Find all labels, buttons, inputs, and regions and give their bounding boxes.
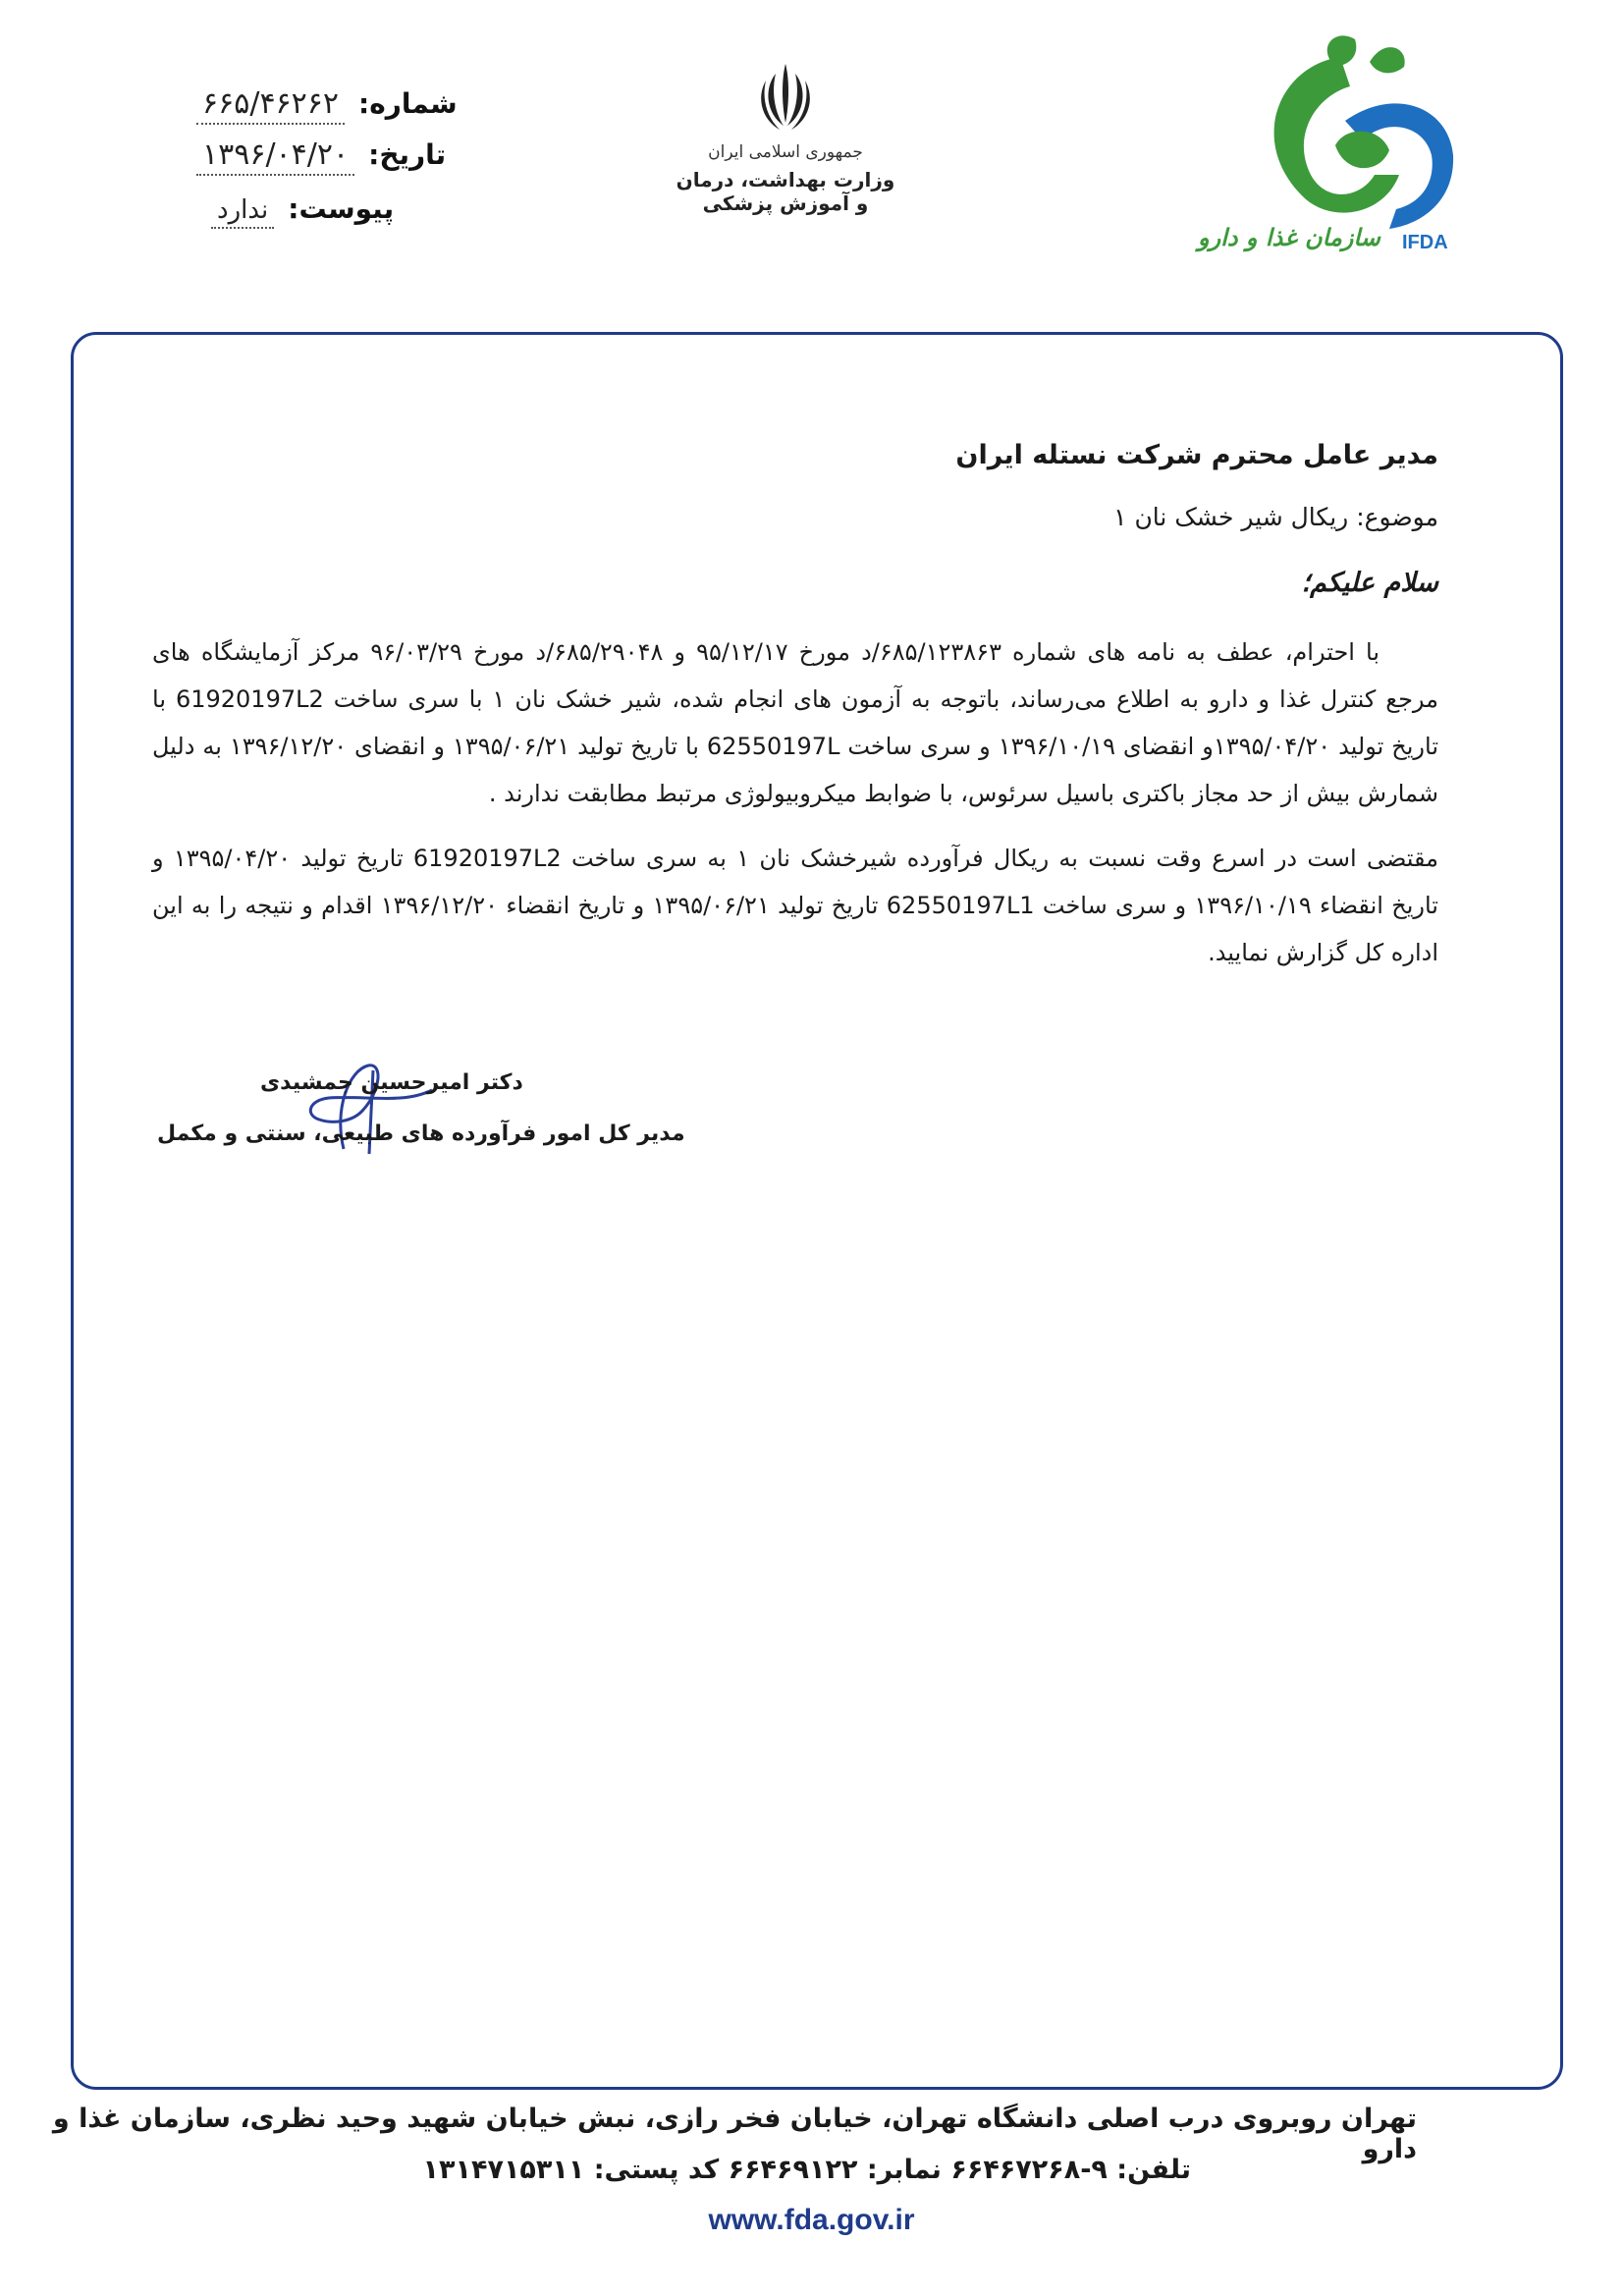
letter-date-label: تاریخ:: [368, 138, 447, 171]
ministry-block: [628, 59, 943, 215]
logo-name-fa: سازمان غذا و دارو: [1198, 224, 1380, 251]
letter-attachment-row: [211, 192, 394, 229]
letter-subject: موضوع: ریکال شیر خشک نان ۱: [1113, 503, 1438, 531]
ministry-line-2: وزارت بهداشت، درمان: [676, 168, 895, 191]
letter-number-row: [196, 86, 458, 125]
signature-title: مدیر کل امور فرآورده های طبیعی، سنتی و مکمل: [157, 1121, 685, 1146]
ministry-line-3: و آموزش پزشکی: [702, 191, 869, 215]
iran-emblem-icon: [756, 59, 815, 133]
footer-phone-line: تلفن: ۹-۶۶۴۶۷۲۶۸ نمابر: ۶۶۴۶۹۱۲۲ کد پستی: ۱۳۱۴۷۱۵۳۱۱: [422, 2155, 1191, 2185]
letter-number-value: ۶۶۵/۴۶۲۶۲: [196, 86, 345, 125]
letter-number-label: شماره:: [358, 87, 458, 120]
letter-attachment-label: پیوست:: [288, 192, 395, 225]
ministry-line-1: جمهوری اسلامی ایران: [708, 142, 863, 162]
letter-paragraph-1-text: با احترام، عطف به نامه های شماره ۶۸۵/۱۲۳۸۶۳/د مورخ ۹۵/۱۲/۱۷ و ۶۸۵/۲۹۰۴۸/د مورخ ۹۶/۰۳/۲۹ مرکز آزمایشگاه های مرجع کنترل غذا و دارو به اطلاع می‌رساند، باتوجه به آزمون های انجام شده، شیر خشک نان ۱ با سری ساخت 61920197L2 با تاریخ تولید ۱۳۹۵/۰۴/۲۰و انقضای ۱۳۹۶/۱۰/۱۹ و سری ساخت 62550197L با تاریخ تولید ۱۳۹۵/۰۶/۲۱ و انقضای ۱۳۹۶/۱۲/۲۰ به دلیل شمارش بیش از حد مجاز باکتری باسیل سرئوس، با ضوابط میکروبیولوژی مرتبط مطابقت ندارند .: [152, 638, 1439, 807]
footer-website-link[interactable]: www.fda.gov.ir: [708, 2204, 915, 2236]
signature-name: دکتر امیرحسین جمشیدی: [260, 1070, 523, 1095]
letter-recipient: مدیر عامل محترم شرکت نستله ایران: [955, 440, 1438, 470]
letter-date-value: ۱۳۹۶/۰۴/۲۰: [196, 137, 354, 176]
logo-name-en: IFDA: [1402, 232, 1448, 253]
letter-salutation: سلام علیکم؛: [1301, 568, 1438, 598]
letter-paragraph-1: [152, 629, 1438, 817]
letter-date-row: [196, 137, 446, 176]
ifda-logo: [1188, 27, 1512, 273]
letter-paragraph-2: مقتضی است در اسرع وقت نسبت به ریکال فرآورده شیرخشک نان ۱ به سری ساخت 61920197L2 تاریخ تولید ۱۳۹۵/۰۴/۲۰ و تاریخ انقضاء ۱۳۹۶/۱۰/۱۹ و سری ساخت 62550197L1 تاریخ تولید ۱۳۹۵/۰۶/۲۱ و تاریخ انقضاء ۱۳۹۶/۱۲/۲۰ اقدام و نتیجه را به این اداره کل گزارش نمایید.: [152, 845, 1439, 966]
footer-address: تهران روبروی درب اصلی دانشگاه تهران، خیابان فخر رازی، نبش خیابان شهید وحید نظری، سازمان غذا و دارو: [52, 2104, 1417, 2164]
letter-attachment-value: ندارد: [211, 195, 274, 229]
